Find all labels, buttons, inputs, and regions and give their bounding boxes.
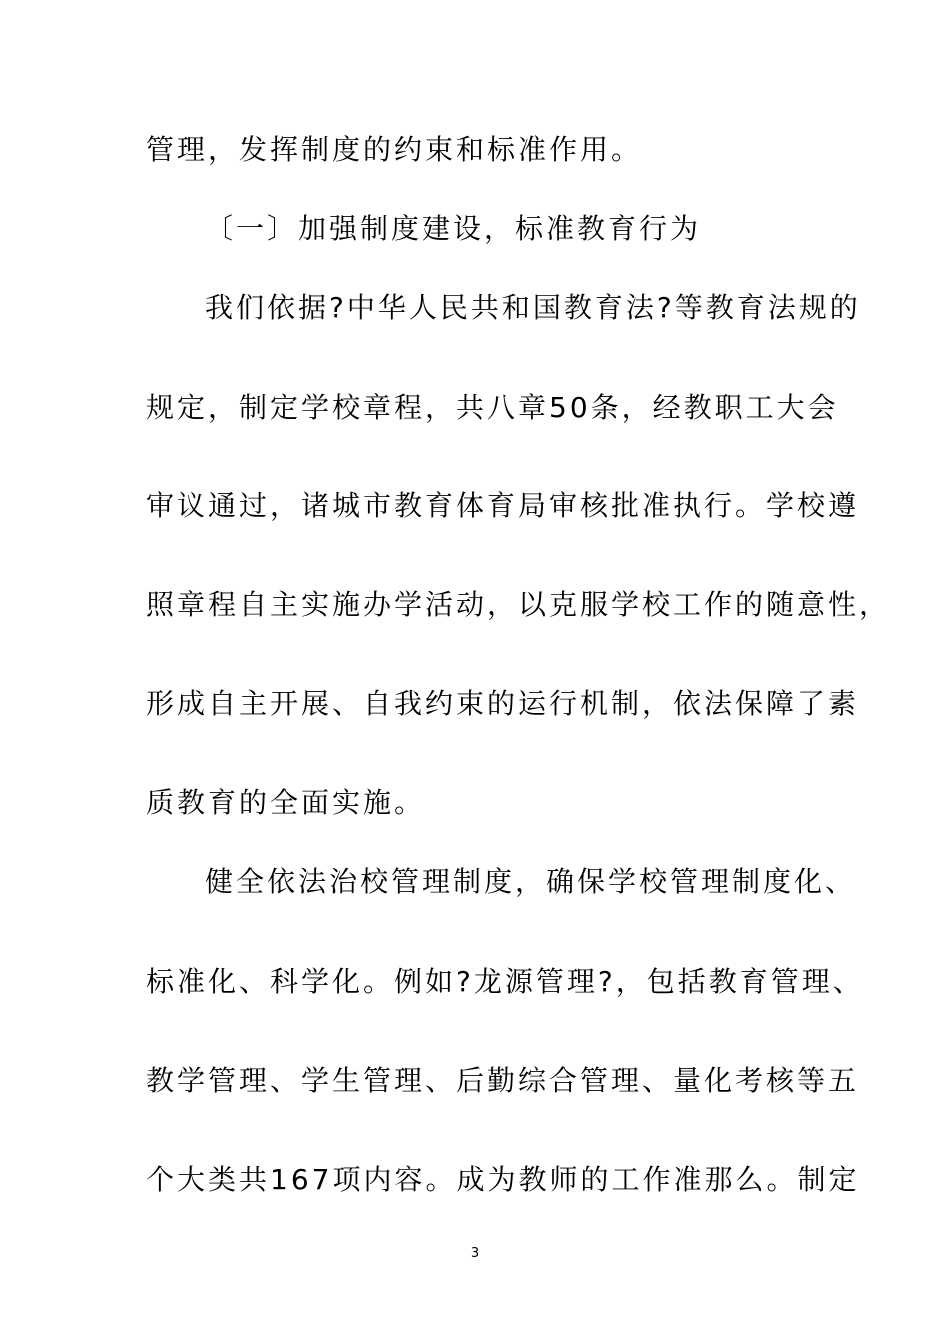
text-line: 质教育的全面实施。 <box>146 786 426 819</box>
text-line: 形成自主开展、自我约束的运行机制，依法保障了素 <box>146 687 860 720</box>
text-line: 我们依据?中华人民共和国教育法?等教育法规的 <box>205 291 861 324</box>
text-line: 审议通过，诸城市教育体育局审核批准执行。学校遵 <box>146 489 860 522</box>
text-line: 照章程自主实施办学活动，以克服学校工作的随意性， <box>146 588 891 621</box>
text-line: 教学管理、学生管理、后勤综合管理、量化考核等五 <box>146 1064 860 1097</box>
page-number: 3 <box>470 1246 480 1261</box>
text-line: 个大类共167项内容。成为教师的工作准那么。制定 <box>146 1163 860 1196</box>
text-line: 规定，制定学校章程，共八章50条，经教职工大会 <box>146 391 839 424</box>
section-heading: 〔一〕加强制度建设，标准教育行为 <box>205 212 702 245</box>
text-line: 健全依法治校管理制度，确保学校管理制度化、 <box>205 865 857 898</box>
text-line: 标准化、科学化。例如?龙源管理?，包括教育管理、 <box>146 965 864 998</box>
text-line: 管理，发挥制度的约束和标准作用。 <box>146 133 643 166</box>
